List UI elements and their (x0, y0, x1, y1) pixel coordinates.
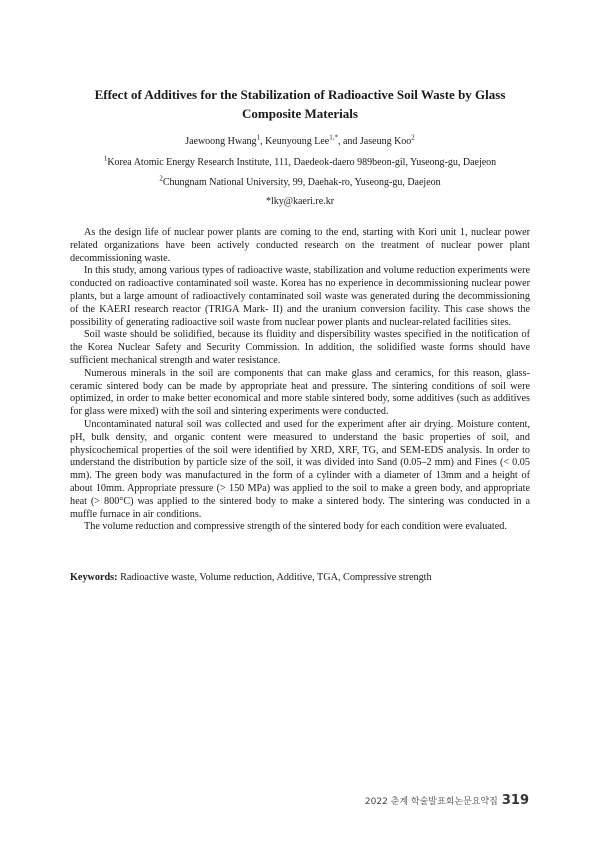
affiliation-sup: 1 (103, 154, 108, 163)
affiliation-text: Chungnam National University, 99, Daehak-ro, Yuseong-gu, Daejeon (162, 177, 441, 188)
abstract-body (70, 227, 530, 534)
proceedings-title: 2022 춘계 학술발표회논문요약집 (364, 797, 498, 807)
affiliation-sup: 2 (159, 174, 163, 183)
keywords-line (70, 571, 530, 584)
affiliation-2 (40, 176, 560, 189)
author-line (40, 135, 560, 148)
keywords-label: Keywords: (70, 572, 118, 583)
keywords-text: Radioactive waste, Volume reduction, Additive, TGA, Compressive strength (117, 572, 432, 583)
author-name: , Keunyoung Lee (260, 136, 330, 147)
author-affil-sup: 1,* (329, 133, 338, 142)
author-name: Jaewoong Hwang (185, 136, 257, 147)
page-footer (365, 790, 529, 809)
abstract-paragraph: In this study, among various types of radioactive waste, stabilization and volume reduction experiments were conducted on radioactive contaminated soil waste. Korea has no experience in decommissioning nuclear power plants, but a large amount of radioactively contaminated soil waste was generated during the decommissioning of the KAERI research reactor (TRIGA Mark- II) and the uranium conversion facility. This case shows the possibility of generating radioactive soil waste from nuclear power plants and nuclear-related facilities sites. (70, 265, 530, 328)
abstract-paragraph: As the design life of nuclear power plants are coming to the end, starting with Kori unit 1, nuclear power related organizations have been actively conducted research on the treatment of nuclear power plant decommissioning waste. (70, 227, 530, 264)
page-number: 319 (501, 793, 529, 808)
author-affil-sup: 1 (256, 133, 261, 142)
abstract-paragraph: Numerous minerals in the soil are components that can make glass and ceramics, for this reason, glass-ceramic sintered body can be made by appropriate heat and pressure. The sintering conditions of soil were optimized, in order to make better economical and more stable sintered body, some additives (such as additives for glass were mixed) with the soil and sintering experiments were conducted. (70, 367, 530, 418)
corresponding-email: *lky@kaeri.re.kr (265, 196, 335, 207)
author-name: , and Jaseung Koo (337, 136, 412, 147)
abstract-paragraph: Soil waste should be solidified, because its fluidity and dispersibility wastes specified in the notification of the Korea Nuclear Safety and Security Commission. In addition, the solidified waste forms should have sufficient mechanical strength and water resistance. (70, 329, 530, 366)
corresponding-author-mark: * (334, 133, 338, 142)
affiliation-1 (40, 156, 560, 169)
affiliation-text: Korea Atomic Energy Research Institute, 111, Daedeok-daero 989beon-gil, Yuseong-gu, Daejeon (107, 157, 497, 168)
abstract-paragraph: Uncontaminated natural soil was collected and used for the experiment after air drying. Moisture content, pH, bulk density, and organic content were measured to understand the basic properties of soil, and physicochemical properties of the soil were identified by XRD, XRF, TG, and SEM-EDS analysis. In order to understand the distribution by particle size of the soil, it was divided into Sand (0.05–2 mm) and Fines (< 0.05 mm). The green body was manufactured in the form of a cylinder with a diameter of 13mm and a height of about 10mm. Appropriate pressure (> 150 MPa) was applied to the soil to make a green body, and appropriate heat (> 800°C) was applied to the sintered body to make a sintered body. The sintering was conducted in a muffle furnace in air conditions. (70, 418, 530, 520)
paper-title: Effect of Additives for the Stabilization of Radioactive Soil Waste by Glass Composite Materials (94, 87, 506, 121)
author-affil-sup: 2 (411, 133, 415, 142)
abstract-paragraph: The volume reduction and compressive strength of the sintered body for each condition were evaluated. (84, 521, 507, 533)
